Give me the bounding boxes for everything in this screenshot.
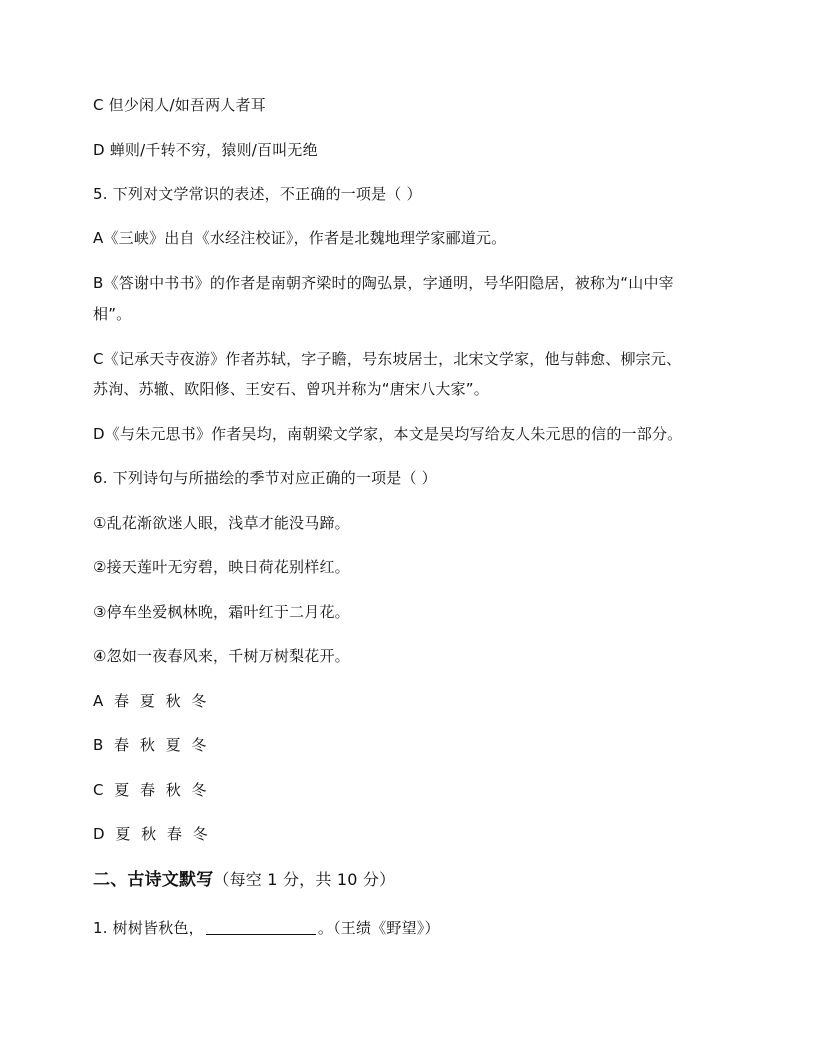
q5-stem: 5. 下列对文学常识的表述，不正确的一项是（ ） — [93, 185, 422, 203]
section-2-score-note: （每空 1 分，共 10 分） — [213, 870, 396, 889]
section-2-title: 二、古诗文默写 — [93, 870, 214, 890]
q6-poem-line-1: ①乱花渐欲迷人眼，浅草才能没马蹄。 — [93, 514, 350, 532]
q5-option-c-line2: 苏洵、苏辙、欧阳修、王安石、曾巩并称为“唐宋八大家”。 — [93, 380, 489, 398]
q5-option-a: A《三峡》出自《水经注校证》，作者是北魏地理学家郦道元。 — [93, 229, 507, 247]
section-2-heading — [93, 867, 726, 893]
dictation-item-1 — [93, 915, 726, 941]
q6-option-b: B 春 秋 夏 冬 — [93, 736, 210, 754]
dictation-item-1-prefix: 1. 树树皆秋色， — [93, 919, 204, 937]
dictation-item-1-suffix: 。（王绩《野望》） — [317, 919, 440, 937]
q6-poem-line-4: ④忽如一夜春风来，千树万树梨花开。 — [93, 647, 350, 665]
q6-option-d: D 夏 秋 春 冬 — [93, 825, 211, 843]
q5-option-b-line1: B《答谢中书书》的作者是南朝齐梁时的陶弘景，字通明，号华阳隐居，被称为“山中宰 — [93, 274, 674, 292]
q6-option-a: A 春 夏 秋 冬 — [93, 692, 210, 710]
q6-poem-line-3: ③停车坐爱枫林晚，霜叶红于二月花。 — [93, 603, 350, 621]
q4-option-d: D 蝉则/千转不穷，猿则/百叫无绝 — [93, 141, 318, 159]
q5-option-d: D《与朱元思书》作者吴均，南朝梁文学家，本文是吴均写给友人朱元思的信的一部分。 — [93, 425, 683, 443]
answer-blank[interactable] — [206, 918, 316, 935]
q6-option-c: C 夏 春 秋 冬 — [93, 781, 210, 799]
q5-option-b-line2: 相”。 — [93, 305, 132, 323]
q4-option-c: C 但少闲人/如吾两人者耳 — [93, 96, 266, 114]
q5-option-c-line1: C《记承天寺夜游》作者苏轼，字子瞻，号东坡居士，北宋文学家，他与韩愈、柳宗元、 — [93, 350, 682, 368]
q6-poem-line-2: ②接天莲叶无穷碧，映日荷花别样红。 — [93, 558, 350, 576]
q6-stem: 6. 下列诗句与所描绘的季节对应正确的一项是（ ） — [93, 469, 437, 487]
